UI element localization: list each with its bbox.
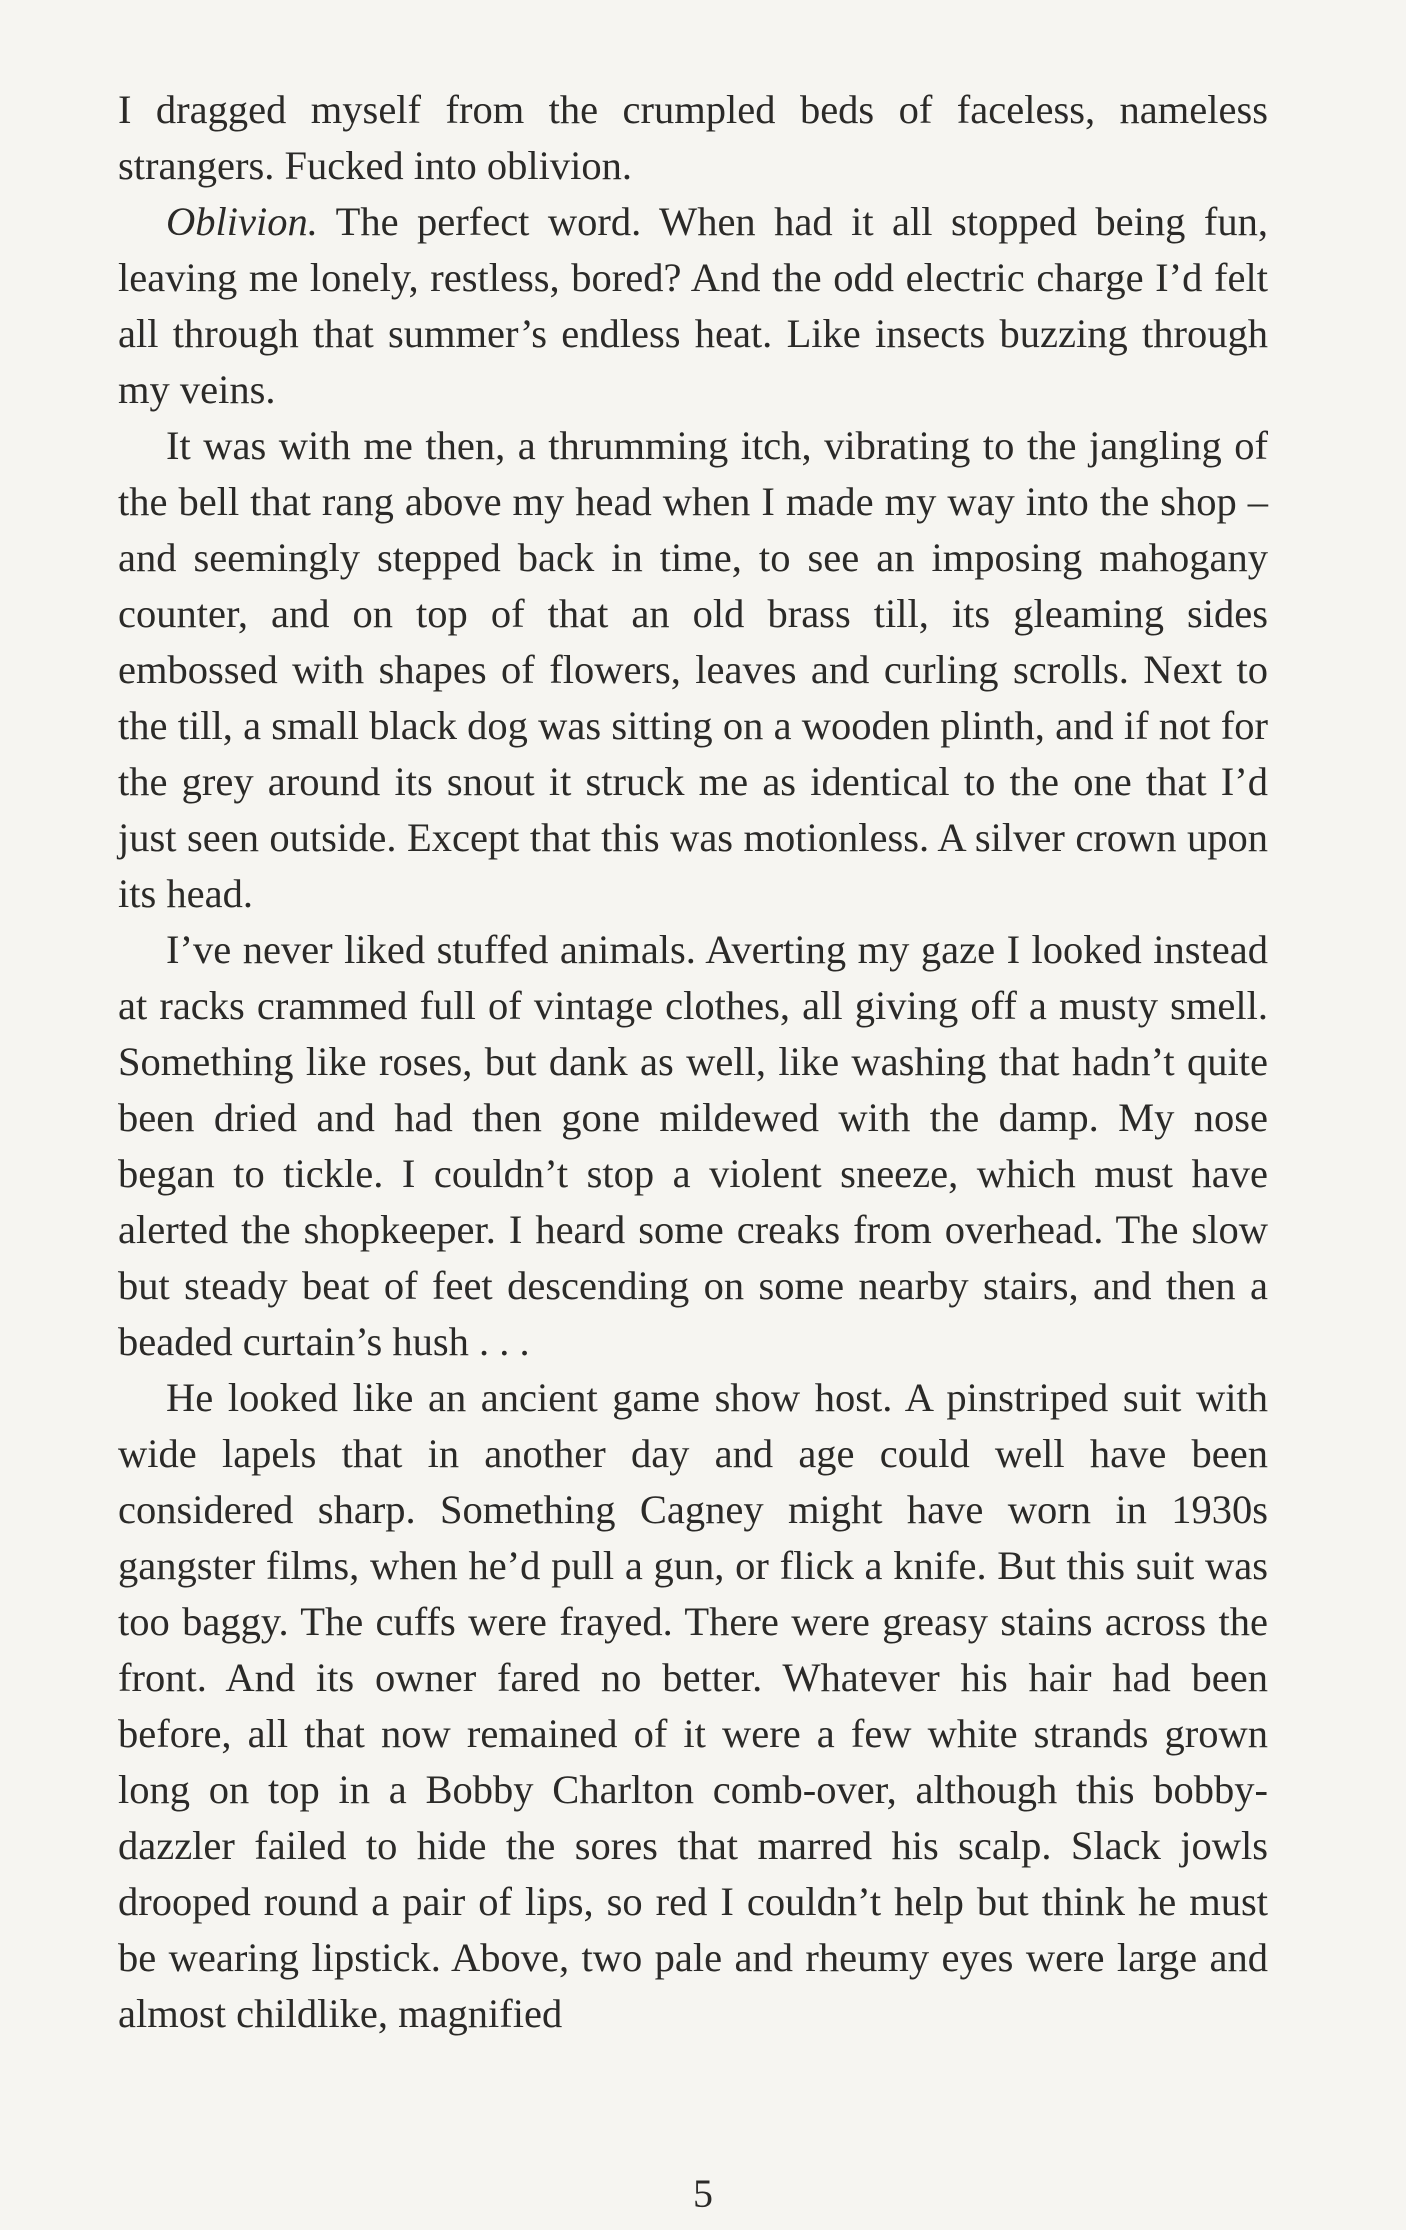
paragraph-2 — [118, 194, 1268, 418]
paragraph-4: I’ve never liked stuffed animals. Averting my gaze I looked instead at racks crammed full of vintage clothes, all giving off a musty smell. Something like roses, but dank as well, like washing that hadn’t quite been dried and had then gone mildewed with the damp. My nose began to tickle. I couldn’t stop a violent sneeze, which must have alerted the shopkeeper. I heard some creaks from overhead. The slow but steady beat of feet descending on some nearby stairs, and then a beaded curtain’s hush . . . — [118, 927, 1268, 1364]
body-text — [118, 82, 1268, 2042]
paragraph-2-text: The perfect word. When had it all stopped being fun, leaving me lonely, restless, bored? And the odd electric charge I’d felt all through that summer’s endless heat. Like insects buzzing through my veins. — [118, 199, 1268, 412]
paragraph-1: I dragged myself from the crumpled beds of faceless, nameless strangers. Fucked into oblivion. — [118, 87, 1268, 188]
paragraph-5: He looked like an ancient game show host. A pinstriped suit with wide lapels that in another day and age could well have been considered sharp. Something Cagney might have worn in 1930s gangster films, when he’d pull a gun, or flick a knife. But this suit was too baggy. The cuffs were frayed. There were greasy stains across the front. And its owner fared no better. Whatever his hair had been before, all that now remained of it were a few white strands grown long on top in a Bobby Charlton comb-over, although this bobby-dazzler failed to hide the sores that marred his scalp. Slack jowls drooped round a pair of lips, so red I couldn’t help but think he must be wearing lipstick. Above, two pale and rheumy eyes were large and almost childlike, magnified — [118, 1375, 1268, 2036]
page-number: 5 — [693, 2171, 713, 2216]
paragraph-3: It was with me then, a thrumming itch, vibrating to the jangling of the bell that rang above my head when I made my way into the shop – and seemingly stepped back in time, to see an imposing mahogany counter, and on top of that an old brass till, its gleaming sides embossed with shapes of flowers, leaves and curling scrolls. Next to the till, a small black dog was sitting on a wooden plinth, and if not for the grey around its snout it struck me as identical to the one that I’d just seen outside. Except that this was motionless. A silver crown upon its head. — [118, 423, 1268, 916]
italic-word-oblivion: Oblivion. — [166, 199, 318, 244]
